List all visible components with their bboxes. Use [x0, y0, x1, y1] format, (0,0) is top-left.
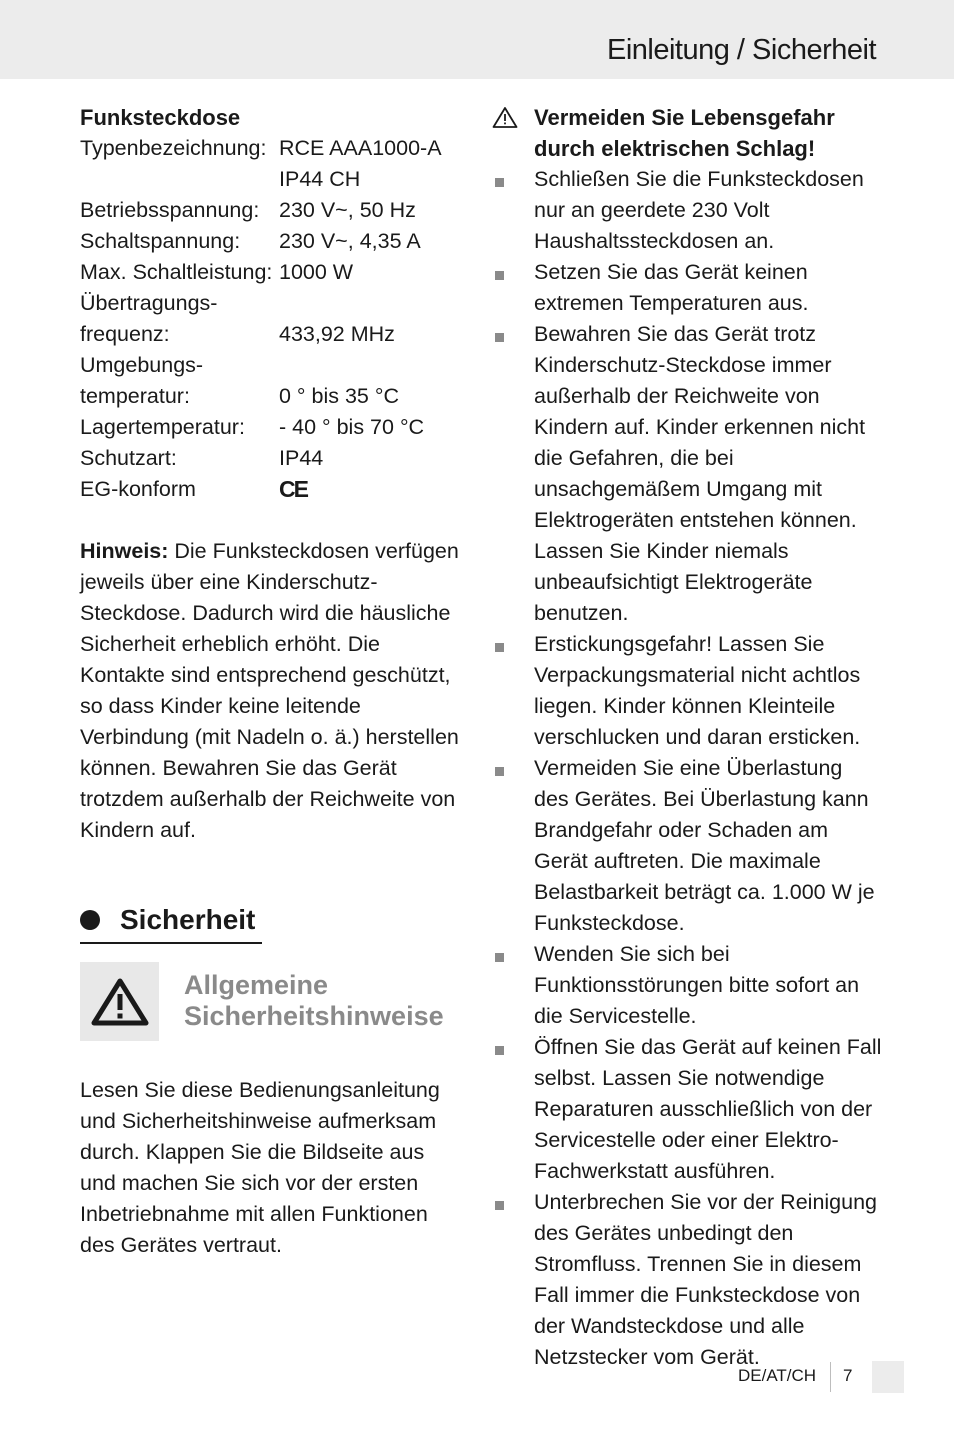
spec-label — [80, 164, 279, 195]
footer-divider — [830, 1362, 831, 1392]
spec-value: 0 ° bis 35 °C — [279, 384, 399, 408]
spec-value: 1000 W — [279, 260, 354, 284]
spec-label: Schaltspannung: — [80, 229, 241, 253]
warning-box — [80, 962, 159, 1041]
bullet-square-icon — [495, 178, 504, 187]
note-label: Hinweis: — [80, 539, 169, 563]
spec-row — [80, 226, 460, 257]
heading-underline — [80, 942, 262, 944]
spec-label: Umgebungs- — [80, 353, 204, 377]
list-item — [492, 1187, 882, 1373]
spec-row — [80, 381, 460, 412]
spec-value: 230 V~, 50 Hz — [279, 198, 416, 222]
spec-label: Betriebsspannung: — [80, 198, 260, 222]
spec-row — [80, 412, 460, 443]
list-item-text: Wenden Sie sich bei Funktionsstörungen bitte sofort an die Servicestelle. — [534, 942, 860, 1028]
spec-row — [80, 350, 460, 381]
list-item — [492, 1032, 882, 1187]
warning-block — [80, 962, 460, 1041]
list-item-text: Schließen Sie die Funksteckdosen nur an geerdete 230 Volt Haushaltssteckdosen an. — [534, 167, 864, 253]
spec-value: 230 V~, 4,35 A — [279, 229, 421, 253]
page-title: Einleitung / Sicherheit — [607, 34, 876, 66]
list-item — [492, 164, 882, 257]
spec-label: Lagertemperatur: — [80, 415, 245, 439]
list-item-text: Vermeiden Sie eine Überlastung des Gerätes. Bei Überlastung kann Brandgefahr oder Schaden am Gerät auftreten. Die maximale Belastbarkeit beträgt ca. 1.000 W je Funksteckdose. — [534, 756, 875, 935]
safety-heading: Sicherheit — [120, 904, 256, 935]
spec-value: IP44 — [279, 446, 324, 470]
spec-row — [80, 133, 460, 164]
note-paragraph — [80, 536, 460, 846]
spec-label: Max. Schaltleistung: — [80, 260, 273, 284]
list-item — [492, 629, 882, 753]
bullet-square-icon — [495, 767, 504, 776]
bullet-square-icon — [495, 643, 504, 652]
bullet-square-icon — [495, 271, 504, 280]
spec-value: 433,92 MHz — [279, 322, 395, 346]
spec-value: IP44 CH — [279, 167, 361, 191]
footer-language: DE/AT/CH — [738, 1366, 817, 1385]
spec-label: Übertragungs- — [80, 291, 218, 315]
footer-tab-box — [872, 1361, 904, 1393]
list-item — [492, 939, 882, 1032]
bullet-square-icon — [495, 333, 504, 342]
safety-intro: Lesen Sie diese Bedienungsanleitung und Sicherheitshinweise aufmerksam durch. Klappen Sie die Bildseite aus und machen Sie sich vor der ersten Inbetriebnahme mit allen Funktionen des Gerätes vertraut. — [80, 1078, 440, 1257]
bullet-square-icon — [495, 1046, 504, 1055]
spec-label: temperatur: — [80, 384, 190, 408]
list-item-text: Setzen Sie das Gerät keinen extremen Temperaturen aus. — [534, 260, 809, 315]
section-heading — [80, 902, 262, 944]
spec-label: EG-konform — [80, 477, 196, 501]
spec-row — [80, 195, 460, 226]
spec-row — [80, 443, 460, 474]
warning-triangle-icon — [91, 977, 149, 1027]
spec-row — [80, 288, 460, 319]
spec-label: frequenz: — [80, 322, 170, 346]
bullet-square-icon — [495, 1201, 504, 1210]
ce-mark: CE — [279, 476, 307, 502]
spec-value: - 40 ° bis 70 °C — [279, 415, 425, 439]
specs-title: Funksteckdose — [80, 105, 241, 130]
left-column — [80, 102, 460, 1261]
spec-value — [279, 288, 460, 319]
page-number: 7 — [843, 1366, 853, 1385]
spec-value: RCE AAA1000-A — [279, 136, 442, 160]
spec-row — [80, 319, 460, 350]
bullet-dot-icon — [80, 910, 100, 930]
list-item — [492, 753, 882, 939]
note-text: Die Funksteckdosen verfügen jeweils über eine Kinderschutz-Steckdose. Dadurch wird die häusliche Sicherheit erheblich erhöht. Die Kontakte sind entsprechend geschützt, so dass Kinder keine leitende Verbindung (mit Nadeln o. ä.) herstellen können. Bewahren Sie das Gerät trotzdem außerhalb der Reichweite von Kindern auf. — [80, 539, 459, 842]
danger-heading: Vermeiden Sie Lebensgefahr durch elektrischen Schlag! — [534, 105, 835, 161]
spec-table — [80, 133, 460, 505]
spec-label: Typenbezeichnung: — [80, 136, 267, 160]
danger-heading-block — [492, 102, 882, 164]
safety-subheading: Allgemeine Sicherheitshinweise — [184, 970, 444, 1031]
list-item-text: Erstickungsgefahr! Lassen Sie Verpackungsmaterial nicht achtlos liegen. Kinder können Kleinteile verschlucken und daran ersticken. — [534, 632, 861, 749]
spec-row — [80, 164, 460, 195]
right-column — [492, 102, 882, 1373]
spec-row — [80, 474, 460, 505]
list-item-text: Bewahren Sie das Gerät trotz Kinderschutz-Steckdose immer außerhalb der Reichweite von Kindern auf. Kinder erkennen nicht die Gefahren, die bei unsachgemäßem Umgang mit Elektrogeräten entstehen können. Lassen Sie Kinder niemals unbeaufsichtigt Elektrogeräte benutzen. — [534, 322, 866, 625]
spec-label: Schutzart: — [80, 446, 177, 470]
bullet-square-icon — [495, 953, 504, 962]
warning-triangle-icon — [492, 106, 518, 129]
list-item-text: Unterbrechen Sie vor der Reinigung des Gerätes unbedingt den Stromfluss. Trennen Sie in diesem Fall immer die Funksteckdose von der Wandsteckdose und alle Netzstecker vom Gerät. — [534, 1190, 878, 1369]
list-item — [492, 257, 882, 319]
list-item — [492, 319, 882, 629]
list-item-text: Öffnen Sie das Gerät auf keinen Fall selbst. Lassen Sie notwendige Reparaturen ausschließlich von der Servicestelle oder einer Elektro-Fachwerkstatt ausführen. — [534, 1035, 882, 1183]
spec-value — [279, 350, 460, 381]
spec-row — [80, 257, 460, 288]
